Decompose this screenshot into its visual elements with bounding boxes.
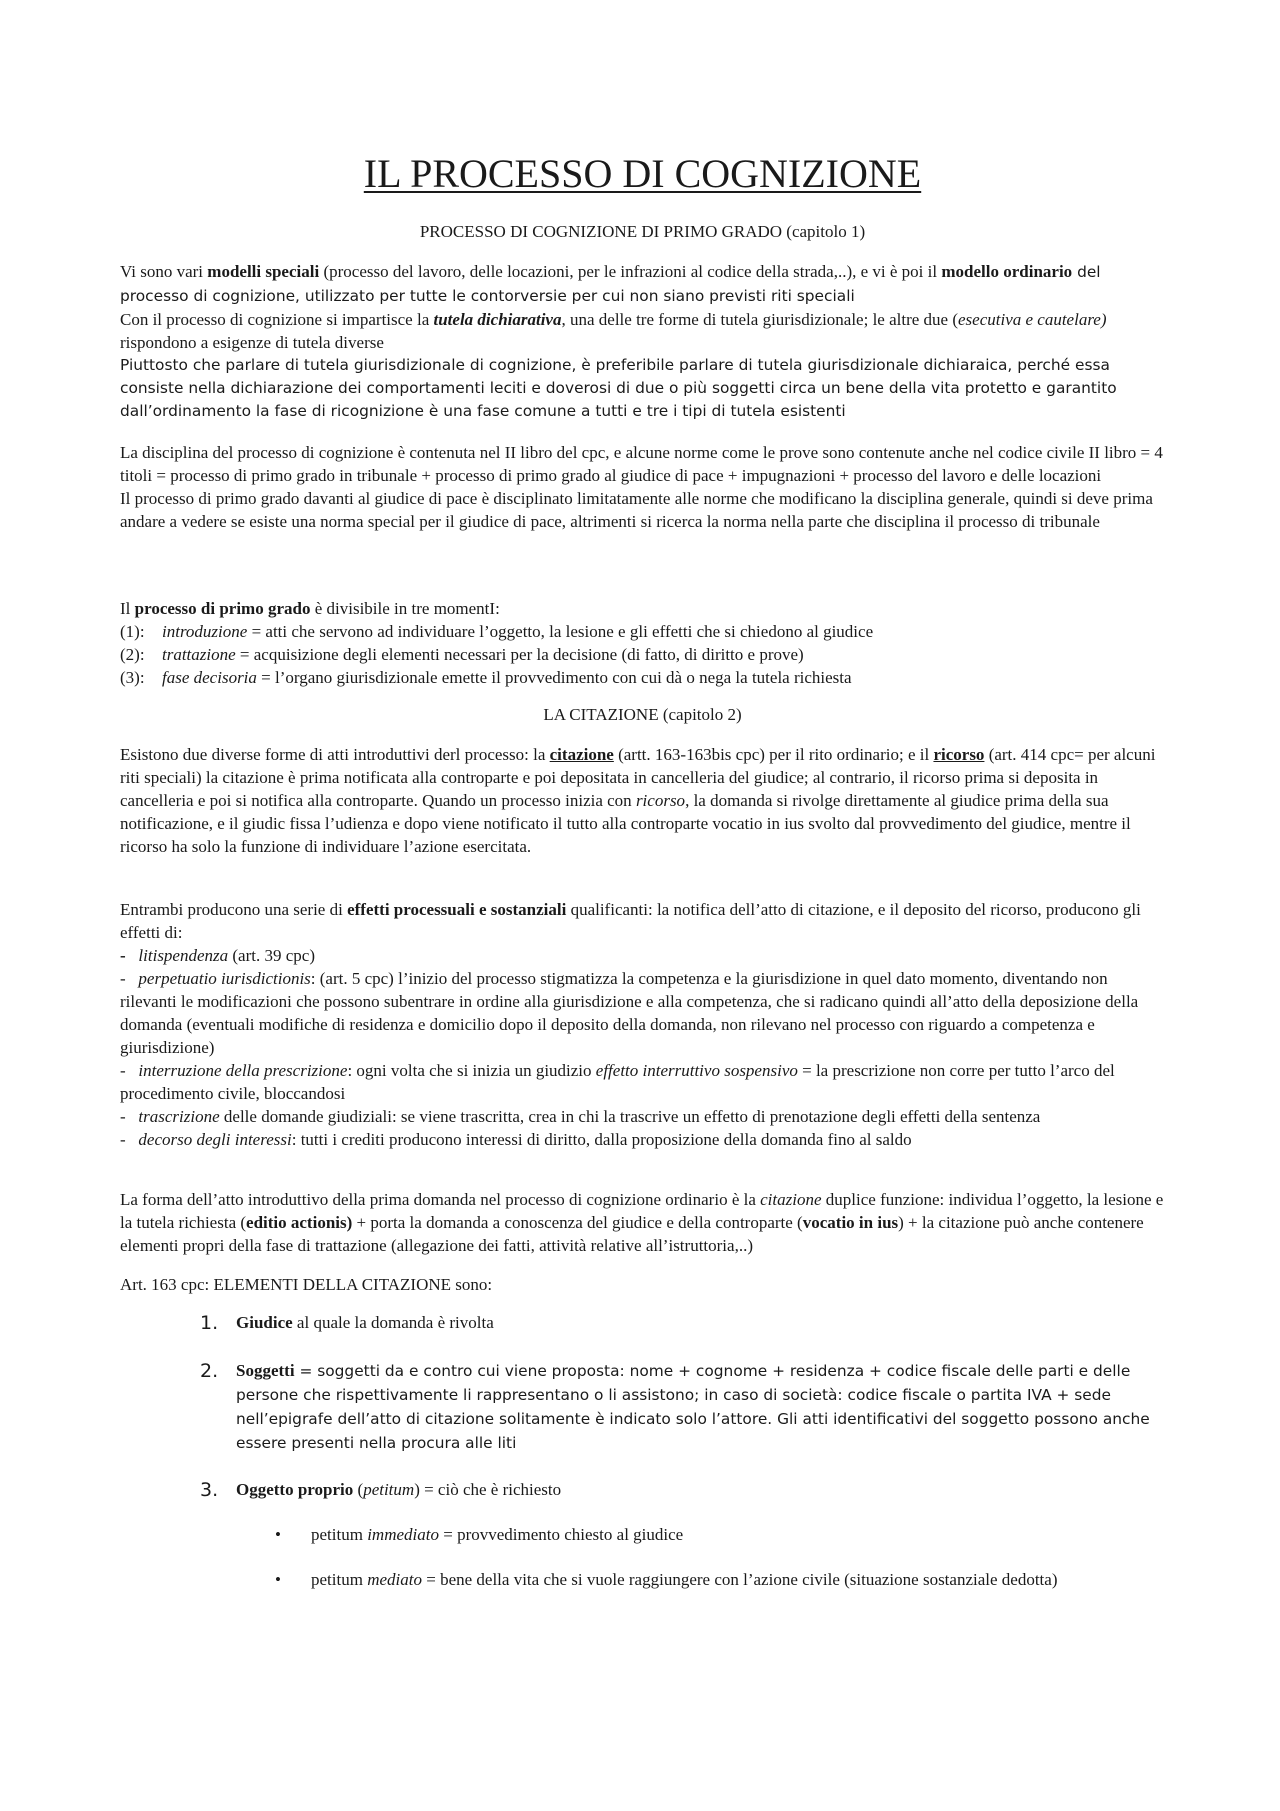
paragraph-primo-grado: Il processo di primo grado è divisibile in tre momentI: [120, 599, 500, 618]
list-item: 2. Soggetti = soggetti da e contro cui viene proposta: nome + cognome + residenza + codice fiscale delle parti e delle persone che rispettivamente li rappresentano o li assistono; in caso di società: codice fiscale o partita IVA + sede nell’epigrafe dell’atto di citazione solitamente è indicato solo l’attore. Gli atti identificativi del soggetto possono anche essere presenti nella procura alle liti [200, 1360, 1150, 1452]
elements-list [200, 1311, 1160, 1335]
effect-item: - perpetuatio iurisdictionis: (art. 5 cpc) l’inizio del processo stigmatizza la competenza e la giurisdizione in quel dato momento, diventando non rilevanti le modificazioni che possono subentrare in ordine alla giurisdizione e alla competenza, che si radicano quindi all’atto della deposizione della domanda (eventuali modifiche di residenza e domicilio dopo il deposito della domanda, non rilevano nel processo con riguardo a competenza e giurisdizione) [120, 969, 1139, 1057]
page-title: IL PROCESSO DI COGNIZIONE [363, 151, 922, 196]
paragraph-disciplina: La disciplina del processo di cognizione è contenuta nel II libro del cpc, e alcune norme come le prove sono contenute anche nel codice civile II libro = 4 titoli = processo di primo grado in tribunale + processo di primo grado al giudice di pace + impugnazioni + processo del lavoro e delle locazioni [120, 443, 1163, 485]
list-item: 1. Giudice al quale la domanda è rivolta [200, 1312, 494, 1334]
effects-section [120, 898, 1165, 1151]
effect-item: - trascrizione delle domande giudiziali: se viene trascritta, crea in chi la trascrive un effetto di prenotazione degli effetti della sentenza [120, 1107, 1041, 1126]
citazione-paragraph [120, 743, 1165, 858]
moment-item: (1): introduzione = atti che servono ad individuare l’oggetto, la lesione e gli effetti che si chiedono al giudice [120, 622, 874, 641]
section-heading-text: PROCESSO DI COGNIZIONE DI PRIMO GRADO (capitolo 1) [419, 222, 866, 241]
petitum-list [275, 1568, 1155, 1592]
moment-item: (3): fase decisoria = l’organo giurisdizionale emette il provvedimento con cui dà o nega la tutela richiesta [120, 668, 852, 687]
paragraph-effetti: Entrambi producono una serie di effetti processuali e sostanziali qualificanti: la notifica dell’atto di citazione, e il deposito del ricorso, producono gli effetti di: [120, 900, 1141, 942]
paragraph-art-163: Art. 163 cpc: ELEMENTI DELLA CITAZIONE sono: [120, 1275, 493, 1294]
section-heading-text: LA CITAZIONE (capitolo 2) [543, 705, 742, 724]
paragraph-giudice-pace: Il processo di primo grado davanti al giudice di pace è disciplinato limitatamente alle norme che modificano la disciplina generale, quindi si deve prima andare a vedere se esiste una norma special per il giudice di pace, altrimenti si ricerca la norma nella parte che disciplina il processo di tribunale [120, 489, 1153, 531]
bullet-item: • petitum mediato = bene della vita che si vuole raggiungere con l’azione civile (situazione sostanziale dedotta) [275, 1570, 1058, 1589]
section-heading-1 [120, 220, 1165, 243]
paragraph-tutela: Con il processo di cognizione si impartisce la tutela dichiarativa, una delle tre forme di tutela giurisdizionale; le altre due (esecutiva e cautelare) rispondono a esigenze di tutela diverse [120, 310, 1107, 352]
discipline-paragraphs [120, 441, 1165, 533]
paragraph-forma: La forma dell’atto introduttivo della prima domanda nel processo di cognizione ordinario è la citazione duplice funzione: individua l’oggetto, la lesione e la tutela richiesta (editio actionis) + porta la domanda a conoscenza del giudice e della controparte (vocatio in ius) + la citazione può anche contenere elementi propri della fase di trattazione (allegazione dei fatti, attività relative all’istruttoria,..) [120, 1190, 1164, 1255]
section-heading-2 [120, 703, 1165, 726]
intro-paragraphs [120, 260, 1165, 423]
paragraph-models: Vi sono vari modelli speciali (processo del lavoro, delle locazioni, per le infrazioni al codice della strada,..), e vi è poi il modello ordinario del processo di cognizione, utilizzato per tutte le contorversie per cui non siano previsti riti speciali [120, 262, 1101, 305]
bullet-item: • petitum immediato = provvedimento chiesto al giudice [275, 1525, 684, 1544]
elements-list [200, 1359, 1160, 1455]
list-item: 3. Oggetto proprio (petitum) = ciò che è richiesto [200, 1479, 562, 1501]
petitum-list [275, 1523, 1155, 1547]
effect-item: - decorso degli interessi: tutti i crediti producono interessi di diritto, dalla proposizione della domanda fino al saldo [120, 1130, 912, 1149]
elements-list [200, 1478, 1160, 1502]
moment-item: (2): trattazione = acquisizione degli elementi necessari per la decisione (di fatto, di diritto e prove) [120, 645, 804, 664]
moments-section [120, 597, 1165, 689]
effect-item: - interruzione della prescrizione: ogni volta che si inizia un giudizio effetto interruttivo sospensivo = la prescrizione non corre per tutto l’arco del procedimento civile, bloccandosi [120, 1061, 1115, 1103]
elements-heading [120, 1273, 1165, 1296]
paragraph-dichiarativa: Piuttosto che parlare di tutela giurisdizionale di cognizione, è preferibile parlare di tutela giurisdizionale dichiaraica, perché essa consiste nella dichiarazione dei comportamenti leciti e doverosi di due o più soggetti circa un bene della vita protetto e garantito dall’ordinamento la fase di ricognizione è una fase comune a tutti e tre i tipi di tutela esistenti [120, 356, 1117, 420]
effect-item: - litispendenza (art. 39 cpc) [120, 946, 315, 965]
forma-paragraph [120, 1188, 1165, 1257]
paragraph-atti-introduttivi: Esistono due diverse forme di atti introduttivi derl processo: la citazione (artt. 163-163bis cpc) per il rito ordinario; e il ricorso (art. 414 cpc= per alcuni riti speciali) la citazione è prima notificata alla controparte e poi depositata in cancelleria del giudice; al contrario, il ricorso prima si deposita in cancelleria e poi si notifica alla controparte. Quando un processo inizia con ricorso, la domanda si rivolge direttamente al giudice prima della sua notificazione, e il giudic fissa l’udienza e dopo viene notificato il tutto alla controparte vocatio in ius svolto dal provvedimento del giudice, mentre il ricorso ha solo la funzione di individuare l’azione esercitata. [120, 745, 1156, 856]
